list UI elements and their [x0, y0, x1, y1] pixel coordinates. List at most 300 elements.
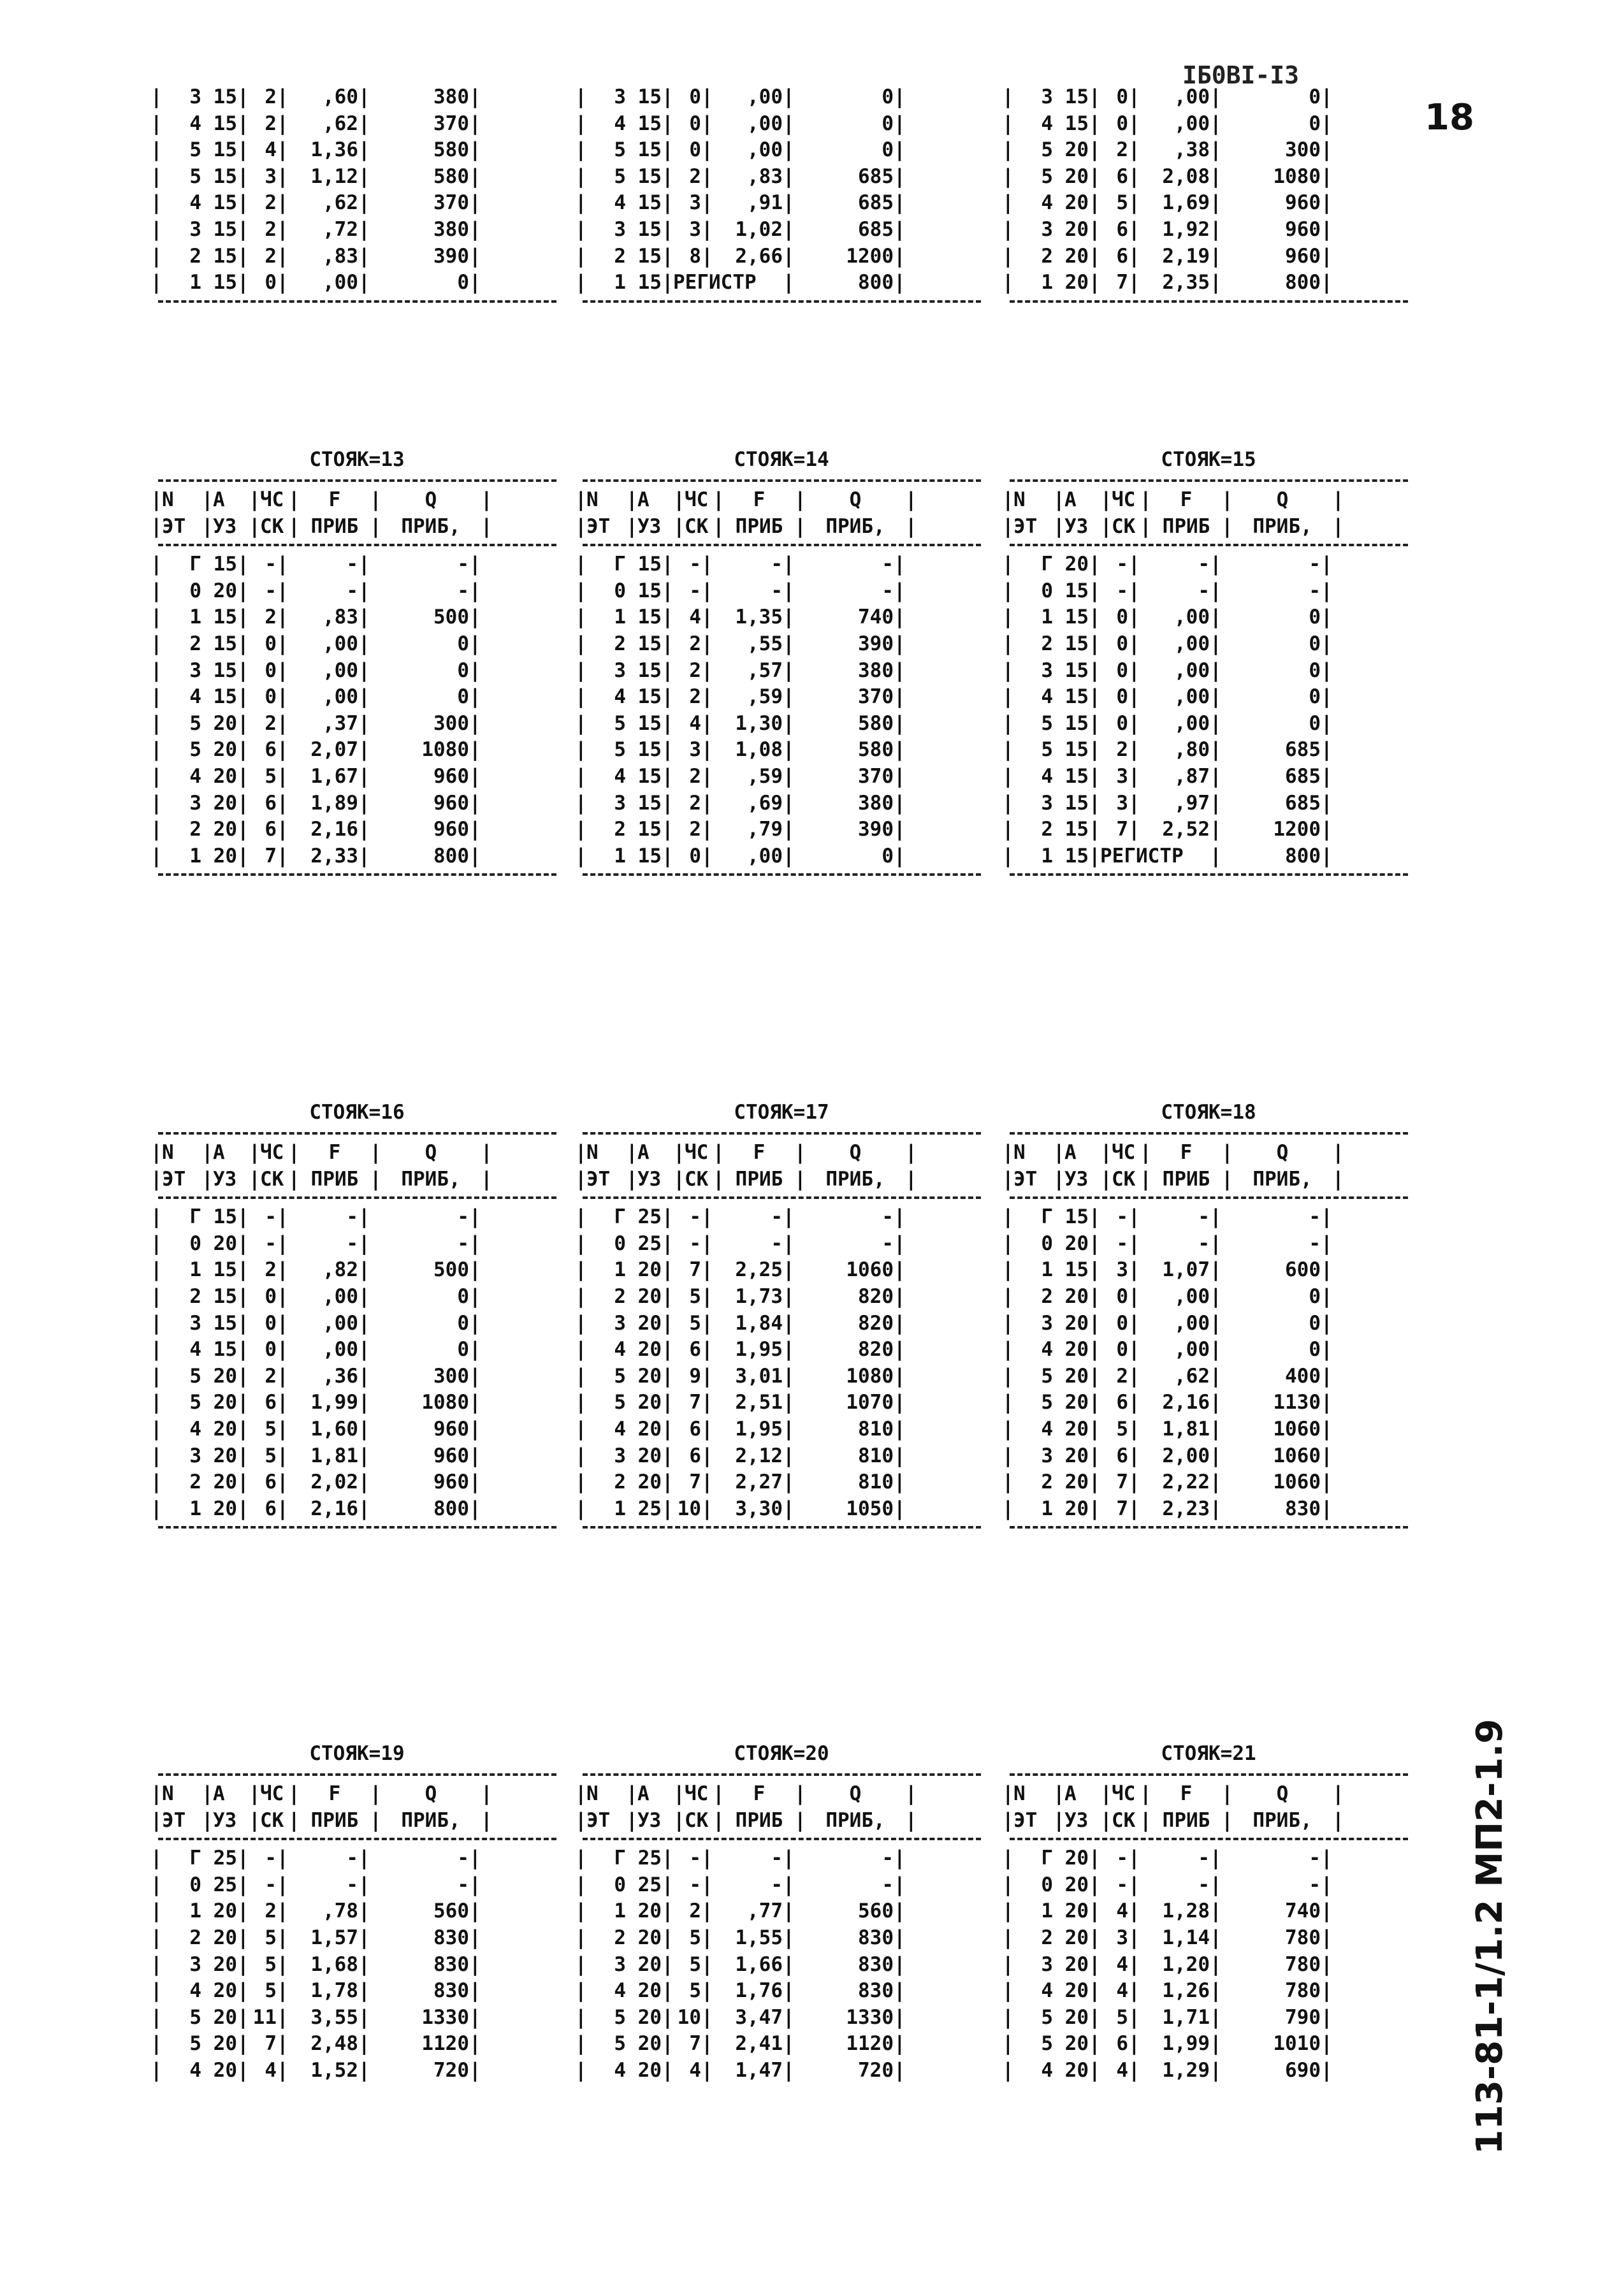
column-separator: |	[783, 632, 795, 655]
cell-diameter: 25	[213, 1873, 237, 1896]
column-header: УЗ	[1064, 1167, 1089, 1191]
column-separator: |	[277, 632, 289, 655]
cell-floor: 3	[614, 1952, 626, 1976]
column-separator: |	[358, 2058, 370, 2082]
cell-floor: 2	[614, 1926, 626, 1949]
column-separator: |	[277, 138, 289, 162]
column-separator: |	[150, 217, 163, 241]
cell-f: ,00	[1174, 112, 1210, 135]
cell-q: 1120	[421, 2032, 469, 2056]
cell-diameter: 20	[213, 2005, 237, 2029]
column-separator: |	[894, 632, 906, 655]
cell-f: 2,16	[1162, 1391, 1210, 1414]
cell-q: 800	[433, 844, 469, 868]
column-separator: |	[794, 514, 806, 538]
column-separator: |	[1002, 1900, 1014, 1923]
column-separator: |	[1128, 606, 1140, 629]
cell-sections: 7	[1116, 271, 1128, 294]
column-separator: |	[894, 1338, 906, 1362]
column-separator: |	[1210, 1205, 1222, 1229]
cell-f: ,00	[1174, 632, 1210, 655]
column-separator: |	[701, 2058, 713, 2082]
column-separator: |	[150, 2032, 163, 2056]
column-header: СК	[260, 1167, 284, 1191]
table-row	[1002, 190, 1415, 217]
column-separator: |	[894, 685, 906, 709]
cell-q: 790	[1285, 2005, 1321, 2029]
cell-f: 2,52	[1162, 818, 1210, 841]
cell-sections: 6	[689, 1338, 701, 1362]
cell-sections: 6	[1116, 1444, 1128, 1467]
column-separator: |	[783, 1900, 795, 1923]
cell-floor: Г	[614, 553, 626, 576]
column-separator: |	[1128, 632, 1140, 655]
column-separator: |	[783, 1497, 795, 1520]
cell-sections: 5	[689, 1284, 701, 1308]
cell-sections: 6	[689, 1417, 701, 1441]
column-separator: |	[1321, 844, 1333, 868]
cell-f: ,00	[323, 685, 358, 709]
cell-diameter: 20	[1064, 1232, 1089, 1255]
column-separator: |	[150, 1444, 163, 1467]
cell-floor: 2	[189, 818, 201, 841]
cell-sections: 0	[689, 844, 701, 868]
cell-sections: 5	[265, 1979, 277, 2003]
cell-diameter: 15	[1064, 791, 1089, 815]
column-separator: |	[249, 1808, 261, 1832]
table-row	[150, 243, 563, 270]
column-separator: |	[358, 791, 370, 815]
cell-f: 1,12	[310, 164, 358, 188]
cell-q: 1060	[846, 1258, 894, 1282]
column-separator: |	[575, 488, 587, 511]
cell-floor: 1	[189, 1497, 201, 1520]
column-separator: |	[469, 2032, 481, 2056]
cell-q: 300	[433, 711, 469, 735]
column-separator: |	[894, 1444, 906, 1467]
cell-diameter: 20	[637, 1471, 662, 1494]
column-separator: |	[713, 1808, 725, 1832]
column-separator: |	[150, 1364, 163, 1388]
table-row	[575, 1231, 988, 1258]
cell-sections: 3	[1116, 791, 1128, 815]
cell-f: 1,20	[1162, 1952, 1210, 1976]
column-separator: |	[288, 514, 300, 538]
column-separator: |	[1002, 1926, 1014, 1949]
cell-sections: 3	[689, 191, 701, 215]
column-separator: |	[469, 1444, 481, 1467]
cell-diameter: 20	[637, 1338, 662, 1362]
cell-floor: 4	[614, 112, 626, 135]
column-separator: |	[1321, 658, 1333, 682]
column-separator: |	[783, 1471, 795, 1494]
column-separator: |	[288, 1141, 300, 1164]
cell-q: 780	[1285, 1979, 1321, 2003]
cell-diameter: 20	[213, 2058, 237, 2082]
column-separator: |	[662, 1979, 674, 2003]
column-separator: |	[1321, 2058, 1333, 2082]
column-separator: |	[1128, 1311, 1140, 1335]
table-row	[150, 658, 563, 685]
column-separator: |	[701, 632, 713, 655]
column-separator: |	[783, 85, 795, 108]
column-separator: |	[701, 738, 713, 762]
column-separator: |	[673, 488, 685, 511]
column-header: ПРИБ	[310, 1808, 359, 1832]
column-separator: |	[481, 514, 493, 538]
column-separator: |	[783, 685, 795, 709]
column-separator: |	[905, 1167, 917, 1191]
column-separator: |	[1210, 1258, 1222, 1282]
column-separator: |	[626, 514, 638, 538]
column-separator: |	[150, 711, 163, 735]
cell-q: 0	[1309, 711, 1321, 735]
column-separator: |	[1210, 844, 1222, 868]
divider-line	[1010, 1196, 1408, 1199]
column-separator: |	[783, 1979, 795, 2003]
cell-sections: 7	[1116, 818, 1128, 841]
cell-diameter: 20	[1064, 1952, 1089, 1976]
column-separator: |	[783, 1311, 795, 1335]
column-separator: |	[1210, 711, 1222, 735]
column-header: ПРИБ	[1162, 1808, 1210, 1832]
column-separator: |	[662, 1926, 674, 1949]
column-separator: |	[1321, 2005, 1333, 2029]
cell-diameter: 20	[1064, 1471, 1089, 1494]
column-separator: |	[469, 1873, 481, 1896]
cell-diameter: 15	[637, 606, 662, 629]
column-separator: |	[662, 244, 674, 268]
column-header: ЧС	[1112, 488, 1136, 511]
column-separator: |	[1089, 1847, 1101, 1870]
column-separator: |	[1128, 791, 1140, 815]
column-separator: |	[1210, 658, 1222, 682]
column-separator: |	[894, 1364, 906, 1388]
cell-diameter: 15	[213, 1258, 237, 1282]
cell-floor: 3	[1041, 1311, 1053, 1335]
column-separator: |	[358, 1417, 370, 1441]
cell-sections: 2	[689, 818, 701, 841]
column-separator: |	[150, 1847, 163, 1870]
cell-floor: 5	[1041, 711, 1053, 735]
table-title: СТОЯК=13	[309, 448, 405, 471]
column-separator: |	[358, 112, 370, 135]
cell-diameter: 20	[637, 1417, 662, 1441]
column-separator: |	[1002, 658, 1014, 682]
cell-sections: 7	[689, 2032, 701, 2056]
table-row	[575, 1898, 988, 1925]
column-separator: |	[469, 112, 481, 135]
table-row	[1002, 1872, 1415, 1899]
column-separator: |	[237, 818, 249, 841]
column-separator: |	[1321, 85, 1333, 108]
table-row	[150, 817, 563, 843]
column-separator: |	[1210, 244, 1222, 268]
cell-diameter: 15	[213, 85, 237, 108]
column-header: F	[753, 488, 766, 511]
cell-diameter: 20	[1064, 1979, 1089, 2003]
cell-floor: 3	[1041, 791, 1053, 815]
cell-diameter: 20	[637, 1444, 662, 1467]
column-separator: |	[1128, 738, 1140, 762]
table-row	[150, 1337, 563, 1363]
column-header: ПРИБ	[735, 1167, 783, 1191]
column-separator: |	[150, 1284, 163, 1308]
column-separator: |	[662, 112, 674, 135]
column-separator: |	[1140, 1808, 1152, 1832]
cell-f: 1,66	[735, 1952, 783, 1976]
column-separator: |	[1128, 1847, 1140, 1870]
column-separator: |	[701, 1952, 713, 1976]
column-separator: |	[469, 1258, 481, 1282]
table-row	[1002, 658, 1415, 685]
cell-sections: 7	[689, 1258, 701, 1282]
column-separator: |	[150, 488, 163, 511]
column-separator: |	[1053, 1782, 1065, 1805]
column-header: N	[586, 1782, 599, 1805]
column-separator: |	[783, 606, 795, 629]
column-separator: |	[1210, 1444, 1222, 1467]
column-separator: |	[662, 685, 674, 709]
table-row	[150, 604, 563, 631]
cell-f: ,62	[323, 112, 358, 135]
column-header: УЗ	[1064, 1808, 1089, 1832]
column-separator: |	[150, 514, 163, 538]
column-header: А	[1064, 1782, 1077, 1805]
column-separator: |	[237, 1391, 249, 1414]
column-separator: |	[150, 1205, 163, 1229]
cell-diameter: 15	[1064, 606, 1089, 629]
column-separator: |	[237, 1258, 249, 1282]
cell-q: 685	[1285, 738, 1321, 762]
column-separator: |	[701, 191, 713, 215]
column-separator: |	[1210, 738, 1222, 762]
column-separator: |	[1210, 191, 1222, 215]
column-separator: |	[1089, 112, 1101, 135]
table-row	[575, 2005, 988, 2031]
column-separator: |	[277, 738, 289, 762]
cell-f: ,62	[1174, 1364, 1210, 1388]
column-separator: |	[1002, 632, 1014, 655]
column-separator: |	[237, 2032, 249, 2056]
column-separator: |	[783, 844, 795, 868]
cell-diameter: 20	[637, 1952, 662, 1976]
table-row	[575, 137, 988, 164]
column-separator: |	[469, 138, 481, 162]
cell-floor: 0	[189, 579, 201, 602]
column-header: СК	[260, 514, 284, 538]
column-separator: |	[1089, 1873, 1101, 1896]
cell-floor: 3	[1041, 1952, 1053, 1976]
column-header: F	[328, 488, 341, 511]
column-separator: |	[358, 553, 370, 576]
column-separator: |	[358, 138, 370, 162]
cell-sections: -	[689, 1232, 701, 1255]
column-separator: |	[1128, 711, 1140, 735]
column-separator: |	[277, 818, 289, 841]
cell-q: 740	[858, 606, 894, 629]
column-separator: |	[1089, 579, 1101, 602]
cell-sections: 6	[1116, 2032, 1128, 2056]
cell-sections: 0	[265, 1338, 277, 1362]
column-separator: |	[575, 738, 587, 762]
column-separator: |	[575, 844, 587, 868]
column-header: N	[586, 1141, 599, 1164]
column-separator: |	[277, 1417, 289, 1441]
table-row	[1002, 2058, 1415, 2084]
column-separator: |	[783, 2032, 795, 2056]
table-row	[150, 137, 563, 164]
cell-sections: 5	[265, 1444, 277, 1467]
cell-diameter: 15	[637, 553, 662, 576]
cell-f: 1,84	[735, 1311, 783, 1335]
column-separator: |	[1002, 1979, 1014, 2003]
cell-sections: 4	[1116, 1979, 1128, 2003]
column-separator: |	[469, 1417, 481, 1441]
column-separator: |	[662, 138, 674, 162]
divider-line	[583, 1132, 981, 1135]
cell-floor: 4	[1041, 2058, 1053, 2082]
cell-sections: 6	[265, 1497, 277, 1520]
column-separator: |	[1002, 112, 1014, 135]
cell-sections: 4	[689, 606, 701, 629]
column-separator: |	[1128, 1952, 1140, 1976]
column-separator: |	[575, 2058, 587, 2082]
cell-q: -	[457, 1205, 469, 1229]
cell-floor: 3	[189, 1952, 201, 1976]
column-separator: |	[358, 818, 370, 841]
cell-diameter: 15	[1064, 579, 1089, 602]
cell-sections: 6	[689, 1444, 701, 1467]
column-header: Q	[425, 1782, 437, 1805]
cell-diameter: 20	[637, 1364, 662, 1388]
column-separator: |	[701, 1258, 713, 1282]
column-header: F	[328, 1782, 341, 1805]
column-separator: |	[469, 791, 481, 815]
header-row	[1002, 1140, 1415, 1166]
header-row	[150, 1808, 563, 1835]
column-separator: |	[288, 488, 300, 511]
column-separator: |	[1089, 2032, 1101, 2056]
column-separator: |	[237, 1311, 249, 1335]
cell-sections: 2	[265, 85, 277, 108]
cell-diameter: 20	[637, 1926, 662, 1949]
cell-floor: 4	[614, 1417, 626, 1441]
cell-f: 1,89	[310, 791, 358, 815]
column-separator: |	[481, 1167, 493, 1191]
table-row	[575, 1204, 988, 1231]
table-row	[575, 270, 988, 296]
column-separator: |	[701, 164, 713, 188]
column-separator: |	[894, 764, 906, 788]
column-separator: |	[1210, 606, 1222, 629]
cell-q: 0	[457, 632, 469, 655]
cell-floor: 5	[614, 164, 626, 188]
column-separator: |	[249, 1141, 261, 1164]
cell-f: 2,41	[735, 2032, 783, 2056]
column-separator: |	[1002, 85, 1014, 108]
cell-sections: 6	[265, 1471, 277, 1494]
column-separator: |	[277, 606, 289, 629]
table-row	[150, 737, 563, 764]
column-separator: |	[1128, 1926, 1140, 1949]
column-separator: |	[1089, 818, 1101, 841]
cell-floor: 1	[189, 1900, 201, 1923]
cell-floor: 3	[614, 658, 626, 682]
cell-f: 2,22	[1162, 1471, 1210, 1494]
cell-floor: 4	[614, 685, 626, 709]
table-title: СТОЯК=19	[309, 1742, 405, 1765]
cell-floor: 3	[189, 1311, 201, 1335]
column-separator: |	[701, 1900, 713, 1923]
table-row	[150, 578, 563, 605]
column-separator: |	[783, 1873, 795, 1896]
column-separator: |	[713, 514, 725, 538]
column-separator: |	[1002, 2058, 1014, 2082]
column-header: ПРИБ	[1162, 1167, 1210, 1191]
cell-f: ,83	[747, 164, 783, 188]
cell-diameter: 20	[1064, 1338, 1089, 1362]
divider-line	[158, 1132, 556, 1135]
column-separator: |	[1128, 217, 1140, 241]
column-separator: |	[237, 112, 249, 135]
cell-diameter: 20	[1064, 1311, 1089, 1335]
column-separator: |	[1321, 1311, 1333, 1335]
column-separator: |	[358, 271, 370, 294]
divider-line	[583, 300, 981, 303]
cell-floor: 3	[614, 791, 626, 815]
column-separator: |	[1002, 1141, 1014, 1164]
table-row	[150, 217, 563, 243]
cell-f: 3,30	[735, 1497, 783, 1520]
cell-diameter: 20	[637, 1284, 662, 1308]
column-separator: |	[1002, 791, 1014, 815]
cell-sections: 0	[265, 271, 277, 294]
column-separator: |	[662, 764, 674, 788]
cell-f: 2,25	[735, 1258, 783, 1282]
table-row	[150, 1925, 563, 1952]
cell-q: 830	[858, 1979, 894, 2003]
column-separator: |	[237, 658, 249, 682]
column-separator: |	[575, 632, 587, 655]
cell-floor: 5	[189, 738, 201, 762]
column-separator: |	[783, 818, 795, 841]
column-separator: |	[575, 1782, 587, 1805]
column-separator: |	[575, 2005, 587, 2029]
cell-q: 960	[1285, 191, 1321, 215]
column-separator: |	[894, 138, 906, 162]
column-separator: |	[469, 1284, 481, 1308]
cell-sections: 5	[1116, 2005, 1128, 2029]
column-separator: |	[1089, 1952, 1101, 1976]
column-separator: |	[1321, 271, 1333, 294]
cell-floor: Г	[189, 1847, 201, 1870]
cell-q: 600	[1285, 1258, 1321, 1282]
column-separator: |	[370, 514, 382, 538]
column-separator: |	[662, 1338, 674, 1362]
column-separator: |	[201, 1141, 214, 1164]
column-separator: |	[575, 1391, 587, 1414]
column-separator: |	[237, 1364, 249, 1388]
cell-floor: 4	[189, 764, 201, 788]
table-row	[575, 790, 988, 817]
cell-q: -	[882, 579, 894, 602]
column-separator: |	[469, 2005, 481, 2029]
column-separator: |	[783, 764, 795, 788]
column-separator: |	[1140, 1141, 1152, 1164]
column-separator: |	[662, 738, 674, 762]
column-separator: |	[701, 244, 713, 268]
